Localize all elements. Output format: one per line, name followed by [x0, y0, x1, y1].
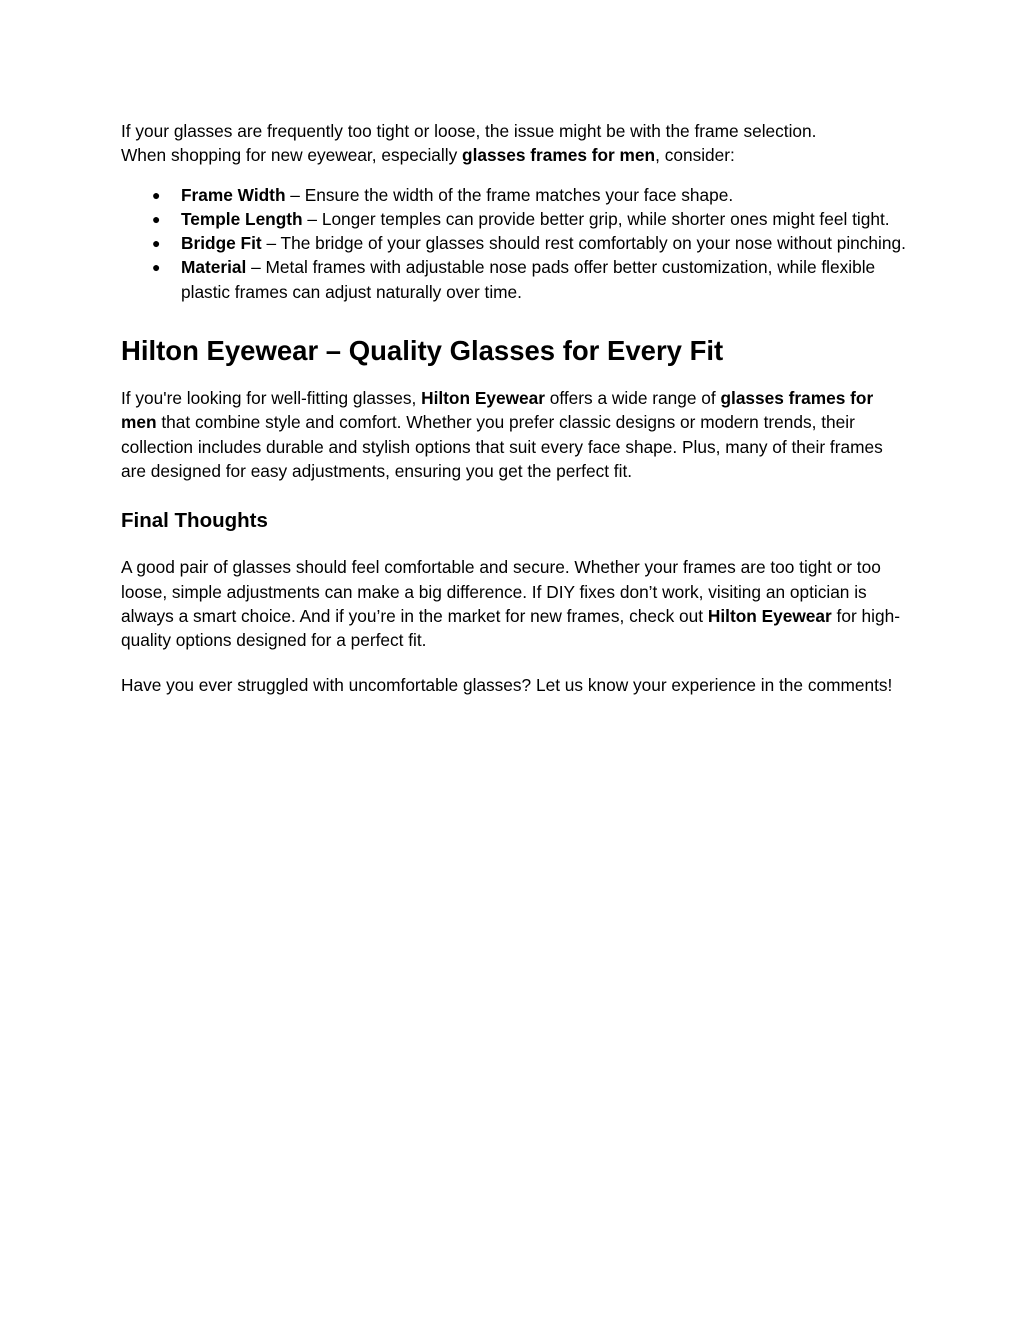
list-item — [121, 231, 911, 255]
hilton-paragraph — [121, 386, 911, 483]
final-brand-bold: Hilton Eyewear — [707, 605, 832, 626]
intro-line-2-end: , consider: — [655, 145, 735, 166]
final-text-2: for high-quality options designed for a perfect fit. — [121, 605, 900, 651]
hilton-text-2: offers a wide range of — [544, 388, 721, 409]
hilton-text-3: that combine style and comfort. Whether you prefer classic designs or modern trends, their collection includes durable and stylish options that suit every face shape. Plus, many of their frames are designed for easy adjustments, ensuring you get the perfect fit. — [121, 412, 883, 481]
list-item-term: Material — [181, 257, 247, 278]
intro-paragraph — [121, 119, 911, 168]
list-item — [121, 207, 911, 231]
intro-bold-keyword: glasses frames for men — [462, 145, 656, 166]
final-thoughts-paragraph — [121, 555, 911, 652]
final-text-1: A good pair of glasses should feel comfortable and secure. Whether your frames are too tight or too loose, simple adjustments can make a big difference. If DIY fixes don’t work, visiting an optician is always a smart choice. And if you’re in the market for new frames, check out — [121, 557, 881, 626]
hilton-brand-bold: Hilton Eyewear — [421, 388, 545, 409]
bullet-icon: ● — [152, 186, 161, 203]
list-item — [121, 255, 911, 304]
list-item-text: – Longer temples can provide better grip, while shorter ones might feel tight. — [302, 208, 890, 229]
bullet-icon: ● — [152, 210, 161, 227]
list-item-text: – The bridge of your glasses should rest comfortably on your nose without pinching. — [261, 233, 906, 254]
document-page — [121, 119, 911, 698]
intro-line-2-start: When shopping for new eyewear, especially — [121, 145, 463, 166]
list-item — [121, 183, 911, 207]
section-heading-hilton: Hilton Eyewear – Quality Glasses for Every Fit — [121, 335, 724, 367]
list-item-text: – Metal frames with adjustable nose pads offer better customization, while flexible plastic frames can adjust naturally over time. — [181, 257, 876, 302]
section-heading-final-thoughts: Final Thoughts — [121, 509, 268, 533]
hilton-keyword-bold: glasses frames for men — [121, 388, 874, 433]
list-item-term: Frame Width — [181, 184, 286, 205]
list-item-term: Temple Length — [181, 208, 303, 229]
bullet-icon: ● — [152, 235, 161, 252]
fit-factors-list — [121, 183, 911, 304]
closing-question-paragraph: Have you ever struggled with uncomfortable glasses? Let us know your experience in the comments! — [121, 675, 893, 696]
bullet-icon: ● — [152, 259, 161, 276]
list-item-term: Bridge Fit — [181, 233, 262, 254]
hilton-text-1: If you're looking for well-fitting glasses, — [121, 388, 422, 409]
list-item-text: – Ensure the width of the frame matches your face shape. — [285, 184, 734, 205]
intro-line-1: If your glasses are frequently too tight or loose, the issue might be with the frame selection. — [121, 121, 817, 141]
